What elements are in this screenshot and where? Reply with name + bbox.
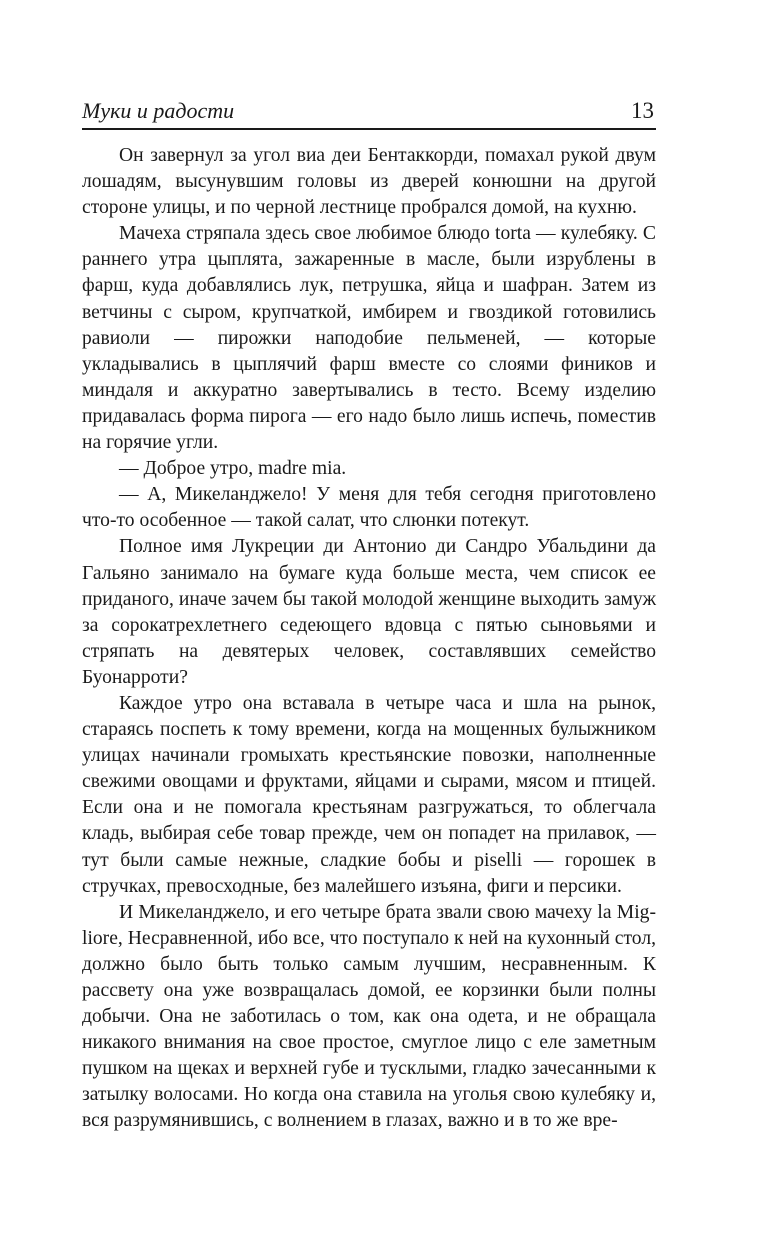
book-title: Муки и радости — [82, 98, 235, 123]
paragraph: Он завернул за угол виа деи Бентаккорди, помахал рукой двум лошадям, высунувшим головы из дверей конюшни на другой стороне улицы, и по черной лестнице пробрался домой, на кухню. — [82, 145, 656, 219]
paragraph: Мачеха стряпала здесь свое любимое блюдо torta — кулебяку. С раннего утра цыплята, зажаренные в масле, были изрублены в фарш, куда добавлялись лук, петрушка, яйца и шафран. Затем из ветчины с сыром, крупчаткой, имбирем и гвоздикой готовились равиоли — пирожки наподобие пельменей, — которые укладывались в цыплячий фарш вместе со слоями фиников и миндаля и аккуратно завертывались в тесто. Всему изделию придавалась форма пирога — его надо было лишь испечь, поместив на горячие угли. — [82, 223, 656, 454]
dialogue-line: — Доброе утро, madre mia. — [119, 458, 347, 480]
page-number: 13 — [631, 98, 654, 123]
paragraph: Полное имя Лукреции ди Антонио ди Сандро Убальдини да Гальяно занимало на бумаге куда больше места, чем список ее приданого, иначе зачем бы такой молодой женщине выходить замуж за сорокатрехлетнего седеющего вдовца с пятью сыновьями и стряпать на девятерых человек, составлявших семейство Буонарроти? — [82, 536, 656, 688]
dialogue-line: — А, Микеланджело! У меня для тебя сегодня приготовлено что-то особенное — такой салат, что слюнки потекут. — [82, 484, 656, 532]
running-head — [82, 92, 656, 130]
paragraph: И Микеланджело, и его четыре брата звали свою мачеху la Mig-liore, Несравненной, ибо все, что поступало к ней на кухонный стол, должно было быть только самым лучшим, несравненным. К рассвету она уже возвращалась домой, ее корзинки были полны добычи. Она не заботилась о том, как она одета, и не обращала никакого внимания на свое простое, смуглое лицо с еле заметным пушком на щеках и верхней губе и тусклыми, гладко зачесанными к затылку волосами. Но когда она ставила на уголья свою кулебяку и, вся разрумянившись, с волнением в глазах, важно и в то же вре- — [82, 901, 656, 1132]
body-text — [82, 143, 656, 1135]
paragraph: Каждое утро она вставала в четыре часа и шла на рынок, стараясь поспеть к тому времени, когда на мощенных булыжником улицах начинали громыхать крестьянские повозки, наполненные свежими овощами и фруктами, яйцами и сырами, мясом и птицей. Если она и не помогала крестьянам разгружаться, то облегчала кладь, выбирая себе товар прежде, чем он попадет на прилавок, — тут были самые нежные, сладкие бобы и piselli — горошек в стручках, превосходные, без малейшего изъяна, фиги и персики. — [82, 692, 656, 897]
